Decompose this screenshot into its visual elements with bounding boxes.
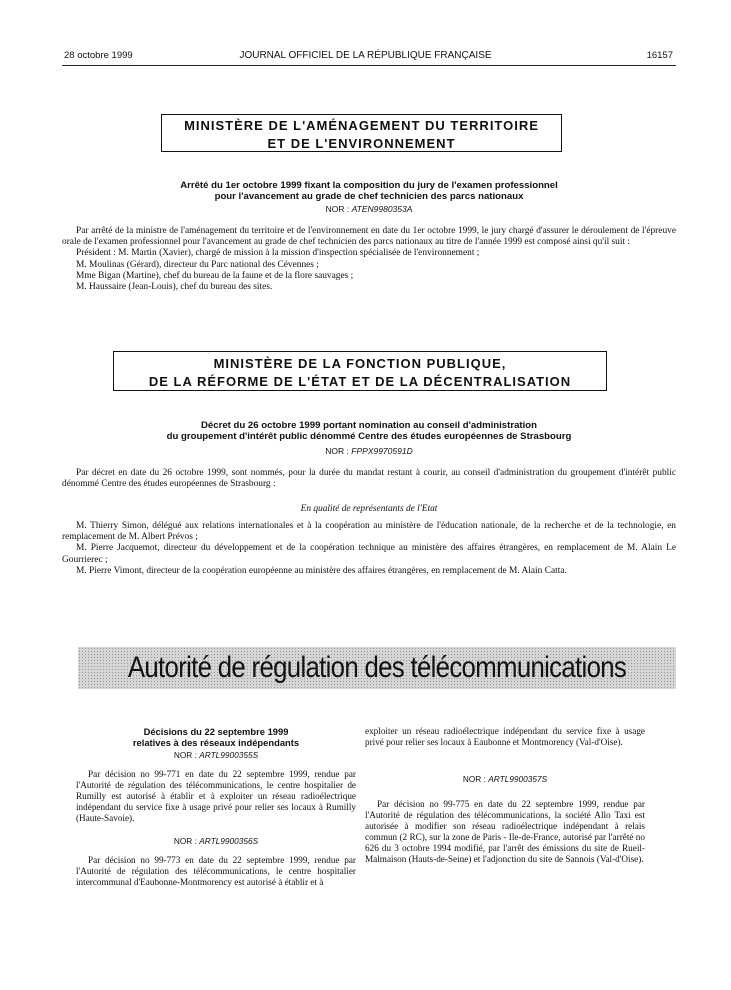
ministry-name-line1: MINISTÈRE DE LA FONCTION PUBLIQUE, (213, 356, 507, 371)
arrete-title-line1: Arrêté du 1er octobre 1999 fixant la composition du jury de l'examen professionnel (180, 180, 558, 191)
header-date: 28 octobre 1999 (64, 50, 133, 61)
board-member: M. Pierre Vimont, directeur de la coopération européenne au ministère des affaires étrangères, en remplacement de M. Alain Catta. (76, 565, 567, 576)
ministry-box-fonction-publique (113, 351, 607, 391)
ministry-name-line2: ET DE L'ENVIRONNEMENT (267, 136, 456, 151)
arrete-title (62, 180, 676, 202)
arrete-body (62, 226, 676, 293)
jury-member: Mme Bigan (Martine), chef du bureau de la faune et de la flore sauvages ; (76, 270, 354, 281)
journal-title: JOURNAL OFFICIEL DE LA RÉPUBLIQUE FRANÇAISE (239, 50, 492, 61)
decret-title-line2: du groupement d'intérêt public dénommé Centre des études européennes de Strasbourg (166, 431, 572, 442)
decision-paragraph: Par décision no 99-771 en date du 22 septembre 1999, rendue par l'Autorité de régulation des télécommunications, le centre hospitalier de Rumilly est autorisé à établir et à exploiter un réseau radioélectrique indépendant du service fixe à usage privé pour relier ses locaux à Rumilly (Haute-Savoie). (76, 769, 356, 823)
decision-paragraph-continued: exploiter un réseau radioélectrique indépendant du service fixe à usage privé pour relier ses locaux à Eaubonne et Montmorency (Val-d'Oise). (365, 726, 645, 747)
decision-paragraph: Par décision no 99-775 en date du 22 septembre 1999, rendue par l'Autorité de régulation des télécommunications, la société Allo Taxi est autorisée à modifier son réseau radioélectrique indépendant à relais commun (2 RC), sur la zone de Paris - Ile-de-France, autorisé par l'arrêté no 626 du 3 octobre 1994 modifié, par l'arrêt des émissions du site de Rueil-Malmaison (Hauts-de-Seine) et l'adjonction du site de Sannois (Val-d'Oise). (365, 799, 645, 864)
nor-reference (62, 204, 676, 214)
ministry-name-line2: DE LA RÉFORME DE L'ÉTAT ET DE LA DÉCENTRALISATION (148, 374, 572, 389)
decisions-title-line2: relatives à des réseaux indépendants (132, 737, 300, 748)
nor-reference (365, 774, 645, 785)
board-member: M. Pierre Jacquemot, directeur du développement et de la coopération technique au ministère des affaires étrangères, en remplacement de M. Alain Le Gourrierec ; (62, 543, 676, 565)
jury-member: M. Haussaire (Jean-Louis), chef du bureau des sites. (76, 282, 273, 293)
decret-body (62, 468, 676, 490)
decisions-title (76, 726, 356, 748)
nor-reference (62, 446, 676, 456)
nor-code: ATEN9980353A (351, 204, 413, 214)
decret-paragraph: Par décret en date du 26 octobre 1999, sont nommés, pour la durée du mandat restant à courir, au conseil d'administration du groupement d'intérêt public dénommé Centre des études européennes de Strasbourg : (62, 468, 676, 490)
jury-member: M. Moulinas (Gérard), directeur du Parc national des Cévennes ; (76, 259, 319, 270)
authority-banner-text: Autorité de régulation des télécommunications (127, 651, 627, 684)
nor-label: NOR : (173, 836, 197, 846)
nor-code: FPPX9970591D (351, 446, 413, 456)
nor-code: ARTL9900355S (199, 750, 259, 760)
page-number: 16157 (646, 50, 673, 61)
board-member: M. Thierry Simon, délégué aux relations internationales et à la coopération au ministère de l'éducation nationale, de la recherche et de la technologie, en remplacement de M. Albert Prévos ; (62, 521, 676, 543)
left-column (76, 726, 356, 888)
decret-members (62, 521, 676, 577)
right-column (365, 726, 645, 865)
nor-code: ARTL9900357S (488, 774, 548, 784)
nor-label: NOR : (325, 204, 350, 214)
nor-label: NOR : (325, 446, 349, 456)
header-rule (62, 65, 676, 66)
decret-title-line1: Décret du 26 octobre 1999 portant nomination au conseil d'administration (201, 420, 537, 431)
nor-label: NOR : (462, 774, 486, 784)
authority-banner (78, 647, 676, 689)
decret-title (62, 420, 676, 442)
decision-paragraph: Par décision no 99-773 en date du 22 septembre 1999, rendue par l'Autorité de régulation des télécommunications, le centre hospitalier intercommunal d'Eaubonne-Montmorency est autorisé à établir et à (76, 855, 356, 887)
arrete-paragraph: Par arrêté de la ministre de l'aménagement du territoire et de l'environnement en date du 1er octobre 1999, le jury chargé d'assurer le déroulement de l'épreuve orale de l'examen professionnel pour l'avancement au grade de chef technicien des parcs nationaux au titre de l'année 1999 est composé ainsi qu'il suit : (62, 226, 676, 248)
decret-subheading: En qualité de représentants de l'Etat (300, 504, 438, 514)
ministry-name-line1: MINISTÈRE DE L'AMÉNAGEMENT DU TERRITOIRE (184, 118, 539, 133)
nor-label: NOR : (173, 750, 197, 760)
nor-code: ARTL9900356S (199, 836, 259, 846)
decisions-title-line1: Décisions du 22 septembre 1999 (143, 726, 289, 737)
nor-reference (76, 750, 356, 761)
arrete-title-line2: pour l'avancement au grade de chef technicien des parcs nationaux (214, 191, 524, 202)
nor-reference (76, 836, 356, 847)
jury-member: Président : M. Martin (Xavier), chargé de mission à la mission d'inspection spécialisée de l'environnement ; (76, 248, 480, 259)
ministry-box-environment (161, 114, 562, 152)
